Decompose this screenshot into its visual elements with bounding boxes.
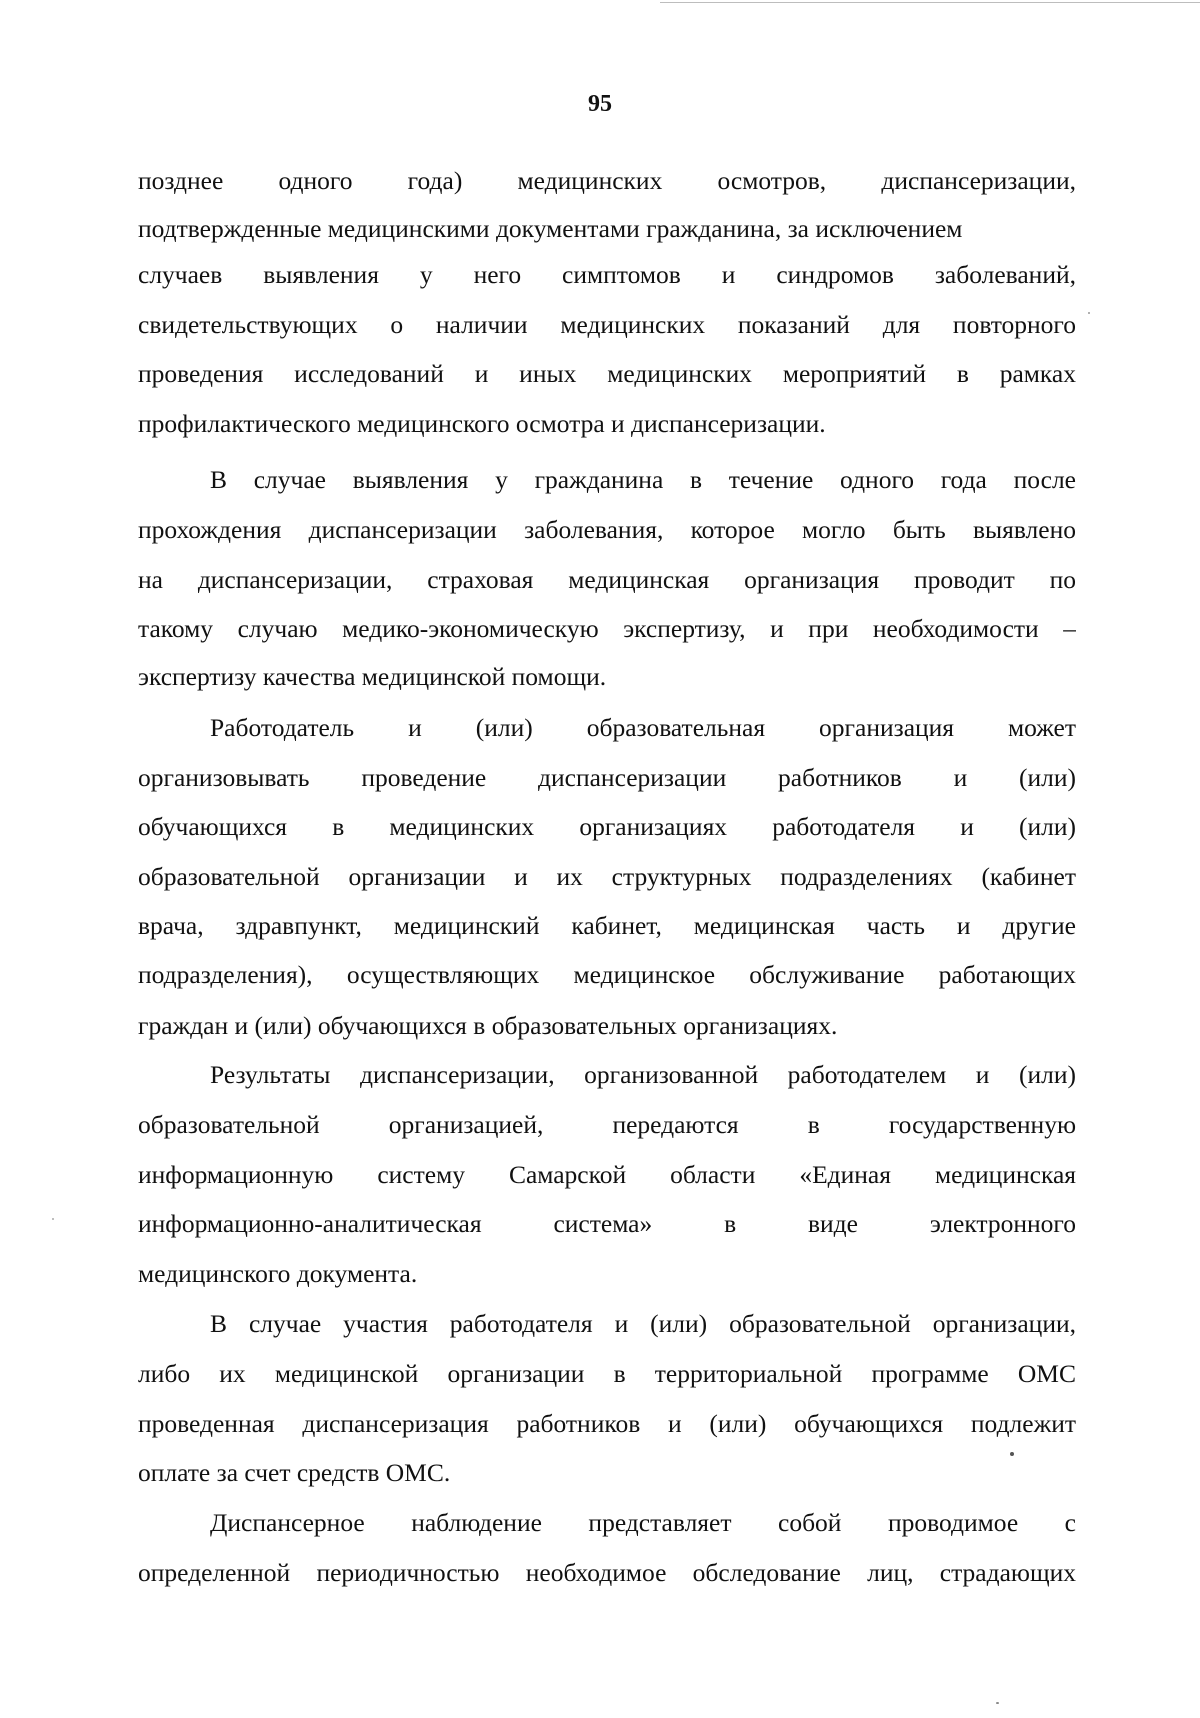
- scan-speck: [996, 1702, 999, 1704]
- body-text: [138, 0, 1076, 1718]
- text-line: позднее одного года) медицинских осмотров, диспансеризации,: [138, 166, 1076, 195]
- text-line: такому случаю медико-экономическую экспертизу, и при необходимости –: [138, 614, 1076, 643]
- text-line: подразделения), осуществляющих медицинское обслуживание работающих: [138, 960, 1076, 989]
- scan-speck: [1010, 1452, 1014, 1456]
- text-line: Диспансерное наблюдение представляет собой проводимое с: [210, 1508, 1076, 1537]
- text-line: проведения исследований и иных медицинских мероприятий в рамках: [138, 359, 1076, 388]
- text-line: случаев выявления у него симптомов и синдромов заболеваний,: [138, 260, 1076, 289]
- text-line: В случае выявления у гражданина в течение одного года после: [210, 465, 1076, 494]
- text-line: информационно-аналитическая система» в виде электронного: [138, 1209, 1076, 1238]
- text-line: определенной периодичностью необходимое обследование лиц, страдающих: [138, 1558, 1076, 1587]
- text-line: образовательной организации и их структурных подразделениях (кабинет: [138, 862, 1076, 891]
- text-line: экспертизу качества медицинской помощи.: [138, 662, 607, 691]
- text-line: Работодатель и (или) образовательная организация может: [210, 713, 1076, 742]
- text-line: подтвержденные медицинскими документами гражданина, за исключением: [138, 214, 963, 243]
- scan-speck: [1088, 312, 1090, 314]
- text-line: профилактического медицинского осмотра и диспансеризации.: [138, 409, 826, 438]
- text-line: свидетельствующих о наличии медицинских показаний для повторного: [138, 310, 1076, 339]
- text-line: прохождения диспансеризации заболевания, которое могло быть выявлено: [138, 515, 1076, 544]
- text-line: обучающихся в медицинских организациях работодателя и (или): [138, 812, 1076, 841]
- text-line: врача, здравпункт, медицинский кабинет, медицинская часть и другие: [138, 911, 1076, 940]
- text-line: В случае участия работодателя и (или) образовательной организации,: [210, 1309, 1076, 1338]
- page-number: 95: [588, 91, 612, 117]
- text-line: медицинского документа.: [138, 1259, 418, 1288]
- text-line: граждан и (или) обучающихся в образовательных организациях.: [138, 1011, 838, 1040]
- text-line: либо их медицинской организации в территориальной программе ОМС: [138, 1359, 1076, 1388]
- text-line: проведенная диспансеризация работников и (или) обучающихся подлежит: [138, 1409, 1076, 1438]
- scan-speck: [52, 1218, 54, 1220]
- text-line: информационную систему Самарской области «Единая медицинская: [138, 1160, 1076, 1189]
- text-line: оплате за счет средств ОМС.: [138, 1458, 451, 1487]
- text-line: Результаты диспансеризации, организованной работодателем и (или): [210, 1060, 1076, 1089]
- text-line: образовательной организацией, передаются в государственную: [138, 1110, 1076, 1139]
- text-line: организовывать проведение диспансеризации работников и (или): [138, 763, 1076, 792]
- text-line: на диспансеризации, страховая медицинская организация проводит по: [138, 565, 1076, 594]
